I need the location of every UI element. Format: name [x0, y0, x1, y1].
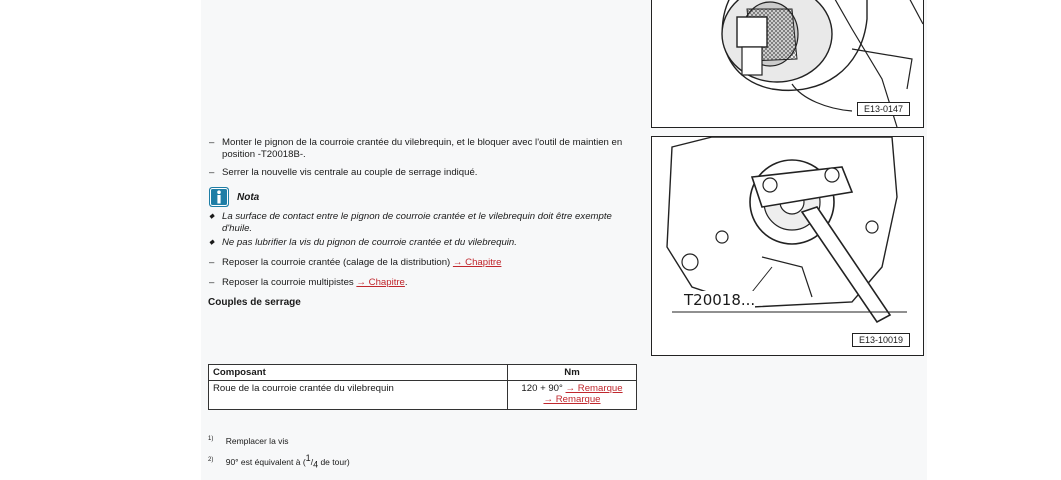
- table-header-row: [209, 365, 637, 381]
- crankshaft-tool-illustration: [652, 137, 923, 355]
- table-cell: Roue de la courroie crantée du vilebrequin: [209, 381, 508, 410]
- document-page: – Monter le pignon de la courroie crantée du vilebrequin, et le bloquer avec l'outil de maintien en position -T20018B-. – Serrer la nouvelle vis centrale au couple de serrage indiqué. Nota ◆ La surface de contact entre le pignon de courroie crantée et le vilebrequin doit être exempte d'huile. ◆ Ne pas lubrifier la vis du pignon de courroie crantée et du vilebrequin. – Reposer la courroie crantée (calage de la distribution) → Chapitre – Reposer la courroie multipistes → Chapitre. Couples de serrage Composant Nm Roue de la courroie crantée du vilebrequin 120 + 90° → Remarque → Remarque $^{1)}$ Remplacer la vis $^{2)}$ 90° est équivalent à ($^1/_4$ de tour) E13-0147 T20018... E13-10019: [201, 0, 927, 480]
- chapter-link[interactable]: → Chapitre: [452, 257, 502, 268]
- footnote: $^{2)}$ 90° est équivalent à ($^1/_4$ de tour): [208, 453, 350, 470]
- figure-label: E13-0147: [857, 102, 910, 116]
- bullet-icon: ◆: [209, 213, 215, 220]
- remark-link[interactable]: → Remarque: [543, 394, 601, 405]
- step-text: Monter le pignon de la courroie crantée du vilebrequin, et le bloquer avec l'outil de maintien en position -T20018B-.: [222, 137, 623, 160]
- section-heading: Couples de serrage: [208, 297, 301, 308]
- tool-callout: T20018...: [684, 291, 756, 309]
- torque-table: [208, 364, 637, 410]
- info-icon: [209, 187, 229, 207]
- bullet-icon: ◆: [209, 239, 215, 246]
- table-row: [209, 381, 637, 410]
- table-cell: 120 + 90° → Remarque → Remarque: [508, 381, 637, 410]
- step-text: Serrer la nouvelle vis centrale au couple de serrage indiqué.: [222, 167, 478, 178]
- note-title: Nota: [237, 192, 260, 203]
- figure-label: E13-10019: [852, 333, 910, 347]
- figure-bottom: [651, 136, 924, 356]
- column-header: Nm: [508, 365, 637, 381]
- footnote: $^{1)}$ Remplacer la vis: [208, 436, 289, 446]
- chapter-link[interactable]: → Chapitre: [356, 277, 405, 288]
- remark-link[interactable]: → Remarque: [565, 383, 623, 394]
- column-header: Composant: [209, 365, 508, 381]
